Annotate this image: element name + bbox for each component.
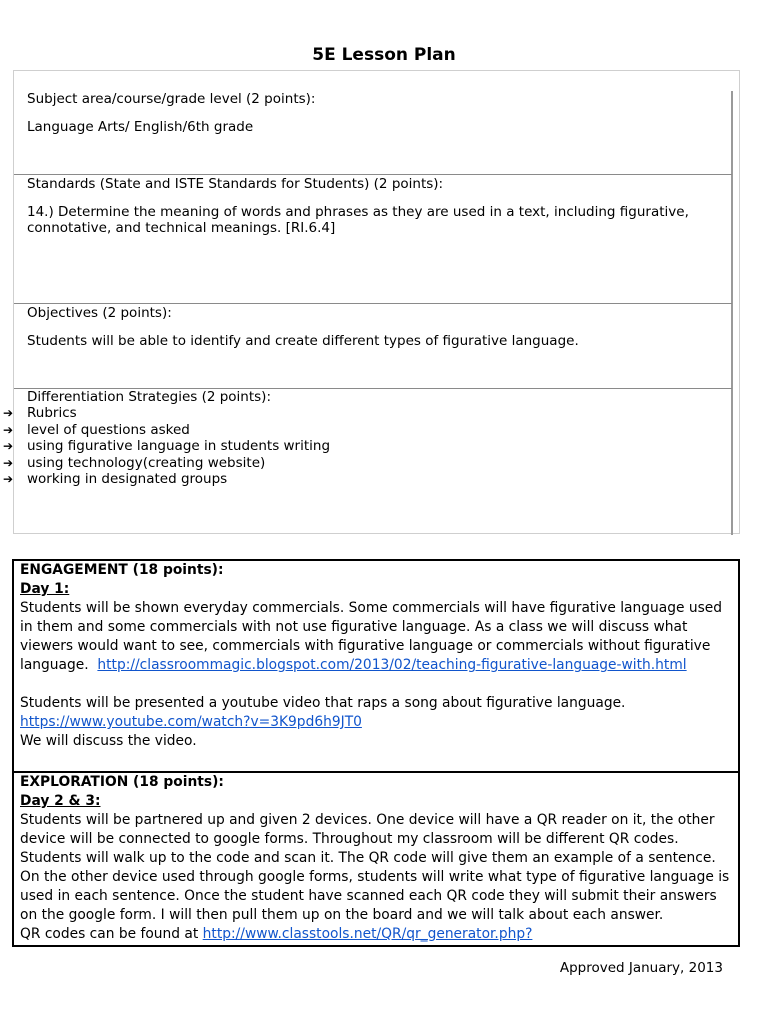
exploration-text-line: used in each sentence. Once the student have scanned each QR code they will submit their answers — [20, 888, 717, 904]
exploration-text-line: Students will be partnered up and given 2 devices. One device will have a QR reader on it, the other — [20, 812, 715, 828]
lesson-plan-page: 5E Lesson Plan Subject area/course/grade level (2 points): Language Arts/ English/6th grade Standards (State and ISTE Standards for Students) (2 points): 14.) Determine the meaning of words and phrases as they are used in a text, including figurative, connotative, and technical meanings. [RI.6.4] Objectives (2 points): Students will be able to identify and create different types of figurative language. Differentiation Strategies (2 points): ➔ Rubrics ➔ level of questions asked ➔ using figurative language in students writing ➔ using technology(creating website) ➔ working in designated groups ENGAGEMENT (18 points): Day 1: Students will be shown everyday commercials. Some commercials will have figurative language used in them and some commercials with not use figurative language. As a class we will discuss what viewers would want to see, commercials with figurative language or commercials without figurative language. http://classroommagic.blogspot.com/2013/02/teaching-figurative-language-with.html Students will be presented a youtube video that raps a song about figurative language. https://www.youtube.com/watch?v=3K9pd6h9JT0 We will discuss the video. EXPLORATION (18 points): Day 2 & 3: Students will be partnered up and given 2 devices. One device will have a QR reader on it, the other device will be connected to google forms. Throughout my classroom will be different QR codes. Students will walk up to the code and scan it. The QR code will give them an example of a sentence. On the other device used through google forms, students will write what type of figurative language is used in each sentence. Once the student have scanned each QR code they will submit their answers on the google form. I will then pull them up on the board and we will talk about each answer. QR codes can be found at http://www.classtools.net/QR/qr_generator.php? Approved January, 2013 — [0, 0, 768, 1024]
exploration-text-line: On the other device used through google forms, students will write what type of figurative language is — [20, 869, 730, 885]
exploration-text-line: device will be connected to google forms. Throughout my classroom will be different QR codes. — [20, 831, 679, 847]
engagement-discuss-text: We will discuss the video. — [20, 733, 197, 749]
engagement-heading: ENGAGEMENT (18 points): — [20, 562, 224, 578]
divider — [14, 174, 732, 175]
arrow-bullet-icon: ➔ — [3, 406, 14, 420]
subject-label: Subject area/course/grade level (2 points): — [27, 91, 316, 107]
exploration-section — [20, 773, 736, 944]
engagement-video-text: Students will be presented a youtube video that raps a song about figurative language. — [20, 695, 626, 711]
standards-value-line2: connotative, and technical meanings. [RI.6.4] — [27, 220, 336, 236]
youtube-link[interactable]: https://www.youtube.com/watch?v=3K9pd6h9JT0 — [20, 714, 362, 730]
differentiation-label: Differentiation Strategies (2 points): — [27, 389, 271, 405]
objectives-value: Students will be able to identify and create different types of figurative language. — [27, 333, 579, 349]
arrow-bullet-icon: ➔ — [3, 455, 14, 470]
exploration-heading: EXPLORATION (18 points): — [20, 774, 224, 790]
box-right-border — [731, 91, 733, 535]
arrow-bullet-icon: ➔ — [3, 472, 14, 487]
subject-value: Language Arts/ English/6th grade — [27, 119, 254, 135]
engagement-text-line: Students will be shown everyday commercials. Some commercials will have figurative language used — [20, 600, 723, 616]
arrow-bullet-icon: ➔ — [3, 439, 14, 454]
exploration-text-line: QR codes can be found at http://www.classtools.net/QR/qr_generator.php? — [20, 926, 533, 942]
qr-generator-link[interactable]: http://www.classtools.net/QR/qr_generator.php? — [202, 926, 533, 942]
objectives-label: Objectives (2 points): — [27, 305, 172, 321]
standards-label: Standards (State and ISTE Standards for Students) (2 points): — [27, 176, 444, 192]
engagement-day: Day 1: — [20, 581, 70, 597]
engagement-text-line: language. http://classroommagic.blogspot.com/2013/02/teaching-figurative-language-with.html — [20, 657, 687, 673]
exploration-day: Day 2 & 3: — [20, 793, 101, 809]
engagement-section — [20, 561, 736, 751]
exploration-text-line: on the google form. I will then pull them up on the board and we will talk about each answer. — [20, 907, 664, 923]
arrow-bullet-icon: ➔ — [3, 422, 14, 437]
standards-value-line1: 14.) Determine the meaning of words and phrases as they are used in a text, including figurative, — [27, 204, 689, 220]
approved-date: Approved January, 2013 — [559, 960, 723, 976]
engagement-text-line: viewers would want to see, commercials with figurative language or commercials without figurative — [20, 638, 711, 654]
page-title: 5E Lesson Plan — [312, 45, 456, 65]
exploration-text-line: Students will walk up to the code and scan it. The QR code will give them an example of a sentence. — [20, 850, 716, 866]
commercials-link[interactable]: http://classroommagic.blogspot.com/2013/02/teaching-figurative-language-with.html — [97, 657, 687, 673]
divider — [14, 303, 732, 304]
engagement-text-line: in them and some commercials with not use figurative language. As a class we will discuss what — [20, 619, 688, 635]
